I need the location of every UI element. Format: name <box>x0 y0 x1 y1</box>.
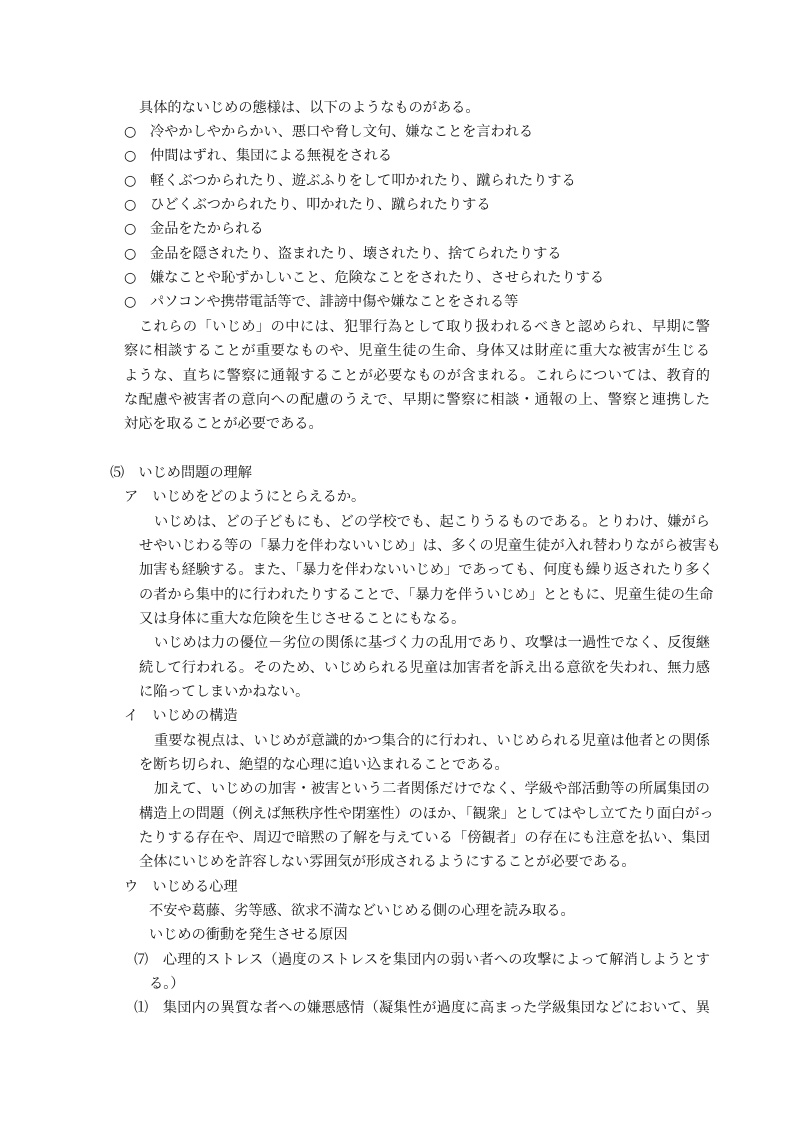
paragraph-line: ような、直ちに警察に通報することが必要なものが含まれる。これらについては、教育的 <box>124 368 710 384</box>
paragraph-line: 重要な視点は、いじめが意識的かつ集合的に行われ、いじめられる児童は他者との関係 <box>154 733 710 749</box>
bullet-icon: ○ <box>124 124 137 140</box>
section-heading: ⑸ いじめ問題の理解 <box>110 465 252 481</box>
paragraph-line: の者から集中的に行われたりすることで、「暴力を伴ういじめ」とともに、児童生徒の生命 <box>139 587 714 603</box>
intro-line: 具体的ないじめの態様は、以下のようなものがある。 <box>139 100 480 116</box>
paragraph-line: に陥ってしまいかねない。 <box>139 684 310 700</box>
list-item: ○ パソコンや携帯電話等で、誹謗中傷や嫌なことをされる等 <box>124 294 519 310</box>
bullet-icon: ○ <box>124 148 137 164</box>
list-item: ○ 軽くぶつかられたり、遊ぶふりをして叩かれたり、蹴られたりする <box>124 173 576 189</box>
paragraph-line: 構造上の問題（例えば無秩序性や閉塞性）のほか、「観衆」としてはやし立てたり面白がっ <box>139 806 714 822</box>
paragraph-line: 全体にいじめを許容しない雰囲気が形成されるようにすることが必要である。 <box>139 854 636 870</box>
bullet-icon: ○ <box>124 197 137 213</box>
list-item: ○ 嫌なことや恥ずかしいこと、危険なことをされたり、させられたりする <box>124 270 605 286</box>
cause-item-b: ⑴ 集団内の異質な者への嫌悪感情（凝集性が過度に高まった学級集団などにおいて、異 <box>134 1000 710 1016</box>
bullet-icon: ○ <box>124 173 137 189</box>
subsection-heading-u: ウ いじめる心理 <box>124 879 238 895</box>
bullet-icon: ○ <box>124 270 137 286</box>
bullet-icon: ○ <box>124 294 137 310</box>
list-item: ○ 仲間はずれ、集団による無視をされる <box>124 148 393 164</box>
subsection-heading-a: ア いじめをどのようにとらえるか。 <box>124 489 366 505</box>
paragraph-line: 加えて、いじめの加害・被害という二者関係だけでなく、学級や部活動等の所属集団の <box>154 781 710 797</box>
paragraph-line: 又は身体に重大な危険を生じさせることにもなる。 <box>139 611 466 627</box>
paragraph-line: 察に相談することが重要なものや、児童生徒の生命、身体又は財産に重大な被害が生じる <box>124 343 710 359</box>
paragraph-line: いじめは力の優位－劣位の関係に基づく力の乱用であり、攻撃は一過性でなく、反復継 <box>154 635 710 651</box>
paragraph-line: 続して行われる。そのため、いじめられる児童は加害者を訴え出る意欲を失われ、無力感 <box>139 660 710 676</box>
paragraph-line: 不安や葛藤、劣等感、欲求不満などいじめる側の心理を読み取る。 <box>149 903 575 919</box>
list-item: ○ ひどくぶつかられたり、叩かれたり、蹴られたりする <box>124 197 491 213</box>
paragraph-line: 加害も経験する。また、「暴力を伴わないいじめ」であっても、何度も繰り返されたり多く <box>139 562 714 578</box>
bullet-icon: ○ <box>124 246 137 262</box>
paragraph-line: る。） <box>149 976 185 992</box>
list-item: ○ 冷やかしやからかい、悪口や脅し文句、嫌なことを言われる <box>124 124 534 140</box>
paragraph-line: たりする存在や、周辺で暗黙の了解を与えている「傍観者」の存在にも注意を払い、集団 <box>139 830 710 846</box>
paragraph-line: せやいじわる等の「暴力を伴わないいじめ」は、多くの児童生徒が入れ替わりながら被害も <box>139 538 721 554</box>
list-item: ○ 金品を隠されたり、盗まれたり、壊されたり、捨てられたりする <box>124 246 562 262</box>
paragraph-line: ⑺ 心理的ストレス（過度のストレスを集団内の弱い者への攻撃によって解消しようとす <box>134 952 710 968</box>
list-item: ○ 金品をたかられる <box>124 221 264 237</box>
paragraph-line: いじめは、どの子どもにも、どの学校でも、起こりうるものである。とりわけ、嫌がら <box>154 514 710 530</box>
paragraph-line: これらの「いじめ」の中には、犯罪行為として取り扱われるべきと認められ、早期に警 <box>139 319 710 335</box>
bullet-icon: ○ <box>124 221 137 237</box>
paragraph-line: を断ち切られ、絶望的な心理に追い込まれることである。 <box>139 757 509 773</box>
paragraph-line: いじめの衝動を発生させる原因 <box>149 927 348 943</box>
paragraph-line: 対応を取ることが必要である。 <box>124 416 323 432</box>
paragraph-line: な配慮や被害者の意向への配慮のうえで、早期に警察に相談・通報の上、警察と連携した <box>124 392 710 408</box>
subsection-heading-i: イ いじめの構造 <box>124 708 238 724</box>
